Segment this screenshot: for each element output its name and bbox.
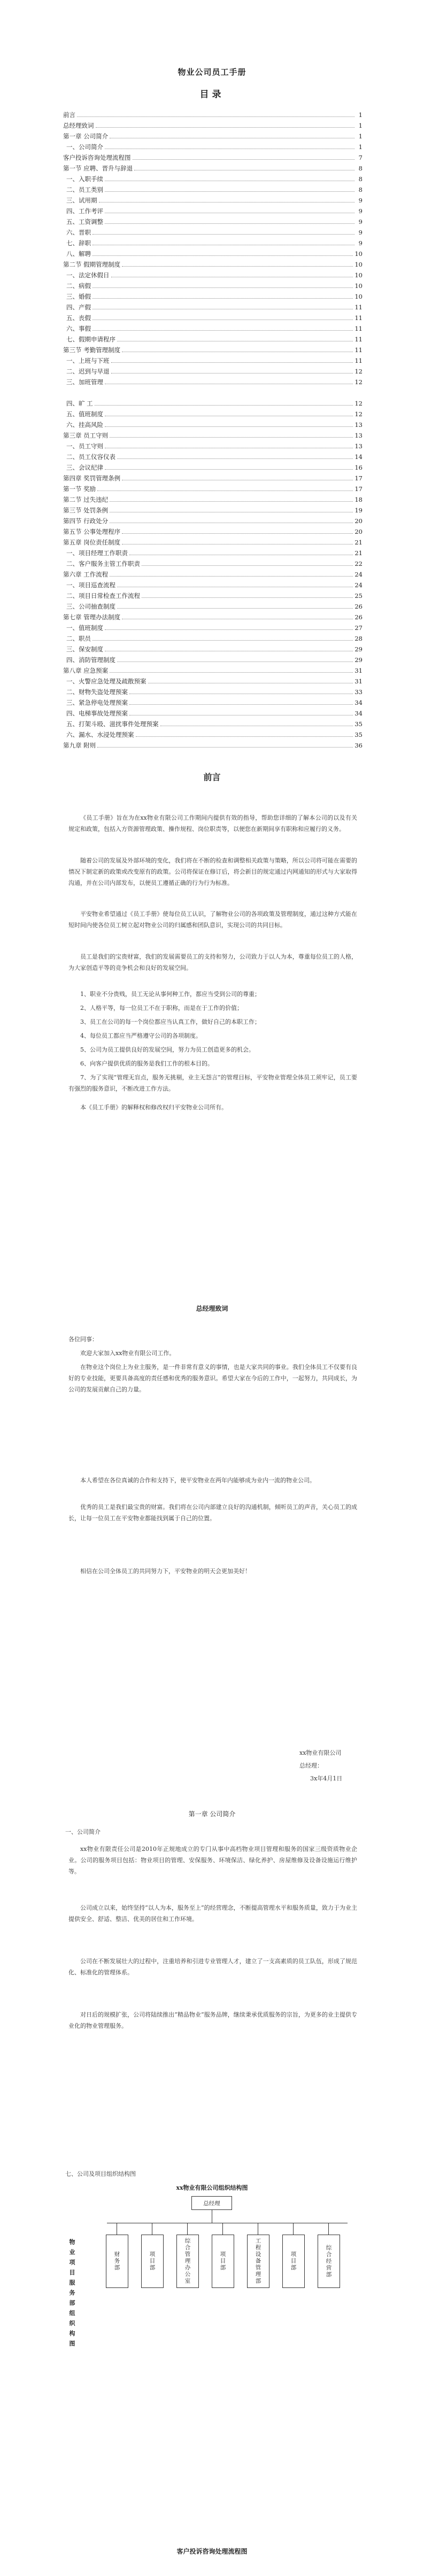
- toc-entry-page: 10: [354, 271, 363, 279]
- toc-entry[interactable]: [63, 343, 363, 354]
- toc-entry-page: 20: [354, 528, 363, 535]
- toc-entry-label: 第五节 公事处理程序: [63, 528, 121, 535]
- toc-entry[interactable]: [63, 535, 363, 546]
- toc-entry[interactable]: [63, 610, 363, 621]
- toc-entry-page: 34: [354, 710, 363, 717]
- toc-leader-dots: [97, 490, 353, 491]
- toc-entry[interactable]: [63, 290, 363, 300]
- toc-entry[interactable]: [63, 364, 363, 375]
- toc-entry-label: 五、丧假: [66, 314, 91, 322]
- toc-leader-dots: [92, 319, 353, 320]
- toc-leader-dots: [92, 287, 353, 288]
- toc-entry-page: 36: [354, 742, 363, 749]
- toc-leader-dots: [105, 191, 354, 192]
- toc-entry[interactable]: [63, 567, 363, 578]
- toc-entry[interactable]: [63, 706, 363, 717]
- toc-entry[interactable]: [63, 418, 363, 429]
- toc-entry[interactable]: [63, 696, 363, 706]
- toc-entry[interactable]: [63, 600, 363, 610]
- toc-entry-label: 二、迟到与早退: [66, 368, 110, 375]
- paragraph: 平安物业希望通过《员工手册》使每位员工认识，了解物业公司的各项政策及管理制度，通过这种方式能在短时间内使各位员工树立起对物业公司的归属感和团队意识，实现公司的共同目标。: [68, 910, 357, 929]
- toc-entry[interactable]: [63, 738, 363, 749]
- toc-entry-label: 第二节 过失违纪: [63, 496, 109, 503]
- toc-leader-dots: [110, 437, 353, 438]
- org-department-label: 项目部: [219, 2251, 226, 2271]
- toc-entry-label: 第三节 处罚条例: [63, 507, 109, 514]
- toc-entry-page: 24: [354, 571, 363, 578]
- paragraph: 员工是我们的宝贵财富，我们的发展需要员工的支持和努力，公司致力于以人为本，尊重每位员工的人格，为大家创造平等的竞争机会和良好的发展空间。: [68, 953, 357, 971]
- toc-entry[interactable]: [63, 503, 363, 514]
- toc-leader-dots: [129, 693, 353, 694]
- toc-entry[interactable]: [63, 728, 363, 738]
- paragraph: 在物业这个岗位上为业主服务，是一件非常有意义的事情，也是大家共同的事业。我们全体员工不仅要有良好的专业技能，更要具备高度的责任感和优秀的服务意识。希望大家在今后的工作中，一起努力，共同成长，为公司的发展贡献自己的力量。: [68, 1364, 357, 1393]
- toc-leader-dots: [133, 159, 355, 160]
- paragraph: 公司在不断发展壮大的过程中，注重培养和引进专业管理人才，建立了一支高素质的员工队伍，形成了规范化、标准化的管理体系。: [68, 1958, 357, 1976]
- toc-leader-dots: [92, 308, 353, 309]
- org-department-box: [318, 2235, 340, 2288]
- toc-entry-label: 一、项目巡查流程: [66, 581, 115, 589]
- toc-entry-page: 7: [358, 154, 363, 161]
- toc-entry[interactable]: [63, 172, 363, 183]
- toc-entry-page: 19: [354, 507, 363, 514]
- toc-entry-label: 第一节 应聘、晋升与辞退: [63, 165, 133, 172]
- toc-entry[interactable]: [63, 514, 363, 525]
- toc-title: 目录: [199, 89, 225, 100]
- paragraph: 2、人格平等，每一位员工不在于职称，而是在于工作的价值；: [80, 1005, 243, 1011]
- toc-entry-page: 28: [354, 635, 363, 642]
- toc-entry-page: 35: [354, 731, 363, 738]
- toc-leader-dots: [110, 672, 353, 673]
- paragraph: 本人希望在各位真诚的合作和支持下，使平安物业在两年内能够成为业内一流的物业公司。: [80, 1477, 315, 1484]
- toc-entry-label: 一、上班与下班: [66, 357, 110, 364]
- toc-leader-dots: [92, 298, 353, 299]
- toc-entry-label: 三、保安制度: [66, 645, 103, 653]
- toc-entry-label: 前言: [63, 111, 75, 119]
- toc-entry-label: 二、项目日常检查工作流程: [66, 592, 140, 600]
- toc-entry[interactable]: [63, 279, 363, 290]
- org-sub-heading: 七、公司及项目组织结构图: [65, 2170, 136, 2177]
- toc-entry-page: 9: [358, 229, 363, 236]
- toc-entry-page: 31: [354, 678, 363, 685]
- toc-leader-dots: [105, 650, 353, 651]
- paragraph: 随着公司的发展及外部环境的变化，我们将在不断的检查和调整相关政策与策略，所以公司将可能在需要的情况下制定新的政策或改变原有的政策。公司将保证在修订后，将会新目的规定通过内网通知的形式与大家取得沟通，并在公司内部发布，以便员工遵循正确的行为行为标准。: [68, 857, 357, 886]
- toc-entry[interactable]: [63, 664, 363, 674]
- toc-entry-page: 29: [354, 656, 363, 664]
- toc-entry-label: 六、晋职: [66, 229, 91, 236]
- toc-leader-dots: [110, 137, 354, 138]
- toc-entry[interactable]: [63, 215, 363, 225]
- toc-leader-dots: [92, 244, 354, 245]
- toc-entry-label: 二、员工类别: [66, 186, 103, 193]
- org-department-label: 综合管理办公室: [184, 2238, 191, 2285]
- toc-leader-dots: [110, 511, 353, 512]
- org-connector: [328, 2223, 329, 2235]
- org-connector: [222, 2223, 223, 2235]
- gm-speech-heading: 总经理致词: [196, 1305, 228, 1312]
- toc-leader-dots: [105, 223, 354, 224]
- toc-leader-dots: [134, 169, 354, 170]
- toc-leader-dots: [148, 682, 353, 683]
- toc-leader-dots: [105, 212, 354, 213]
- toc-entry-page: 11: [354, 357, 363, 364]
- toc-leader-dots: [117, 586, 353, 587]
- org-department-box: [106, 2235, 128, 2288]
- toc-leader-dots: [129, 704, 353, 705]
- toc-entry-page: 12: [354, 378, 363, 386]
- toc-entry[interactable]: [63, 183, 363, 193]
- toc-leader-dots: [111, 372, 353, 373]
- toc-leader-dots: [105, 383, 353, 384]
- toc-entry-label: 第一章 公司简介: [63, 133, 109, 140]
- toc-entry-page: 10: [354, 250, 363, 258]
- toc-leader-dots: [129, 714, 353, 715]
- paragraph: 6、向客户提供优质的服务是我们工作的根本目的。: [80, 1060, 213, 1067]
- toc-entry-label: 三、紧急停电处理预案: [66, 699, 128, 706]
- toc-entry[interactable]: [63, 396, 363, 407]
- toc-entry-label: 六、挂高风险: [66, 421, 103, 429]
- toc-entry-page: 26: [354, 603, 363, 610]
- toc-leader-dots: [105, 629, 353, 630]
- toc-entry[interactable]: [63, 140, 363, 151]
- toc-entry-label: 第六章 工作流程: [63, 571, 109, 578]
- toc-entry-label: 客户投诉咨询处理流程图: [63, 154, 131, 161]
- toc-entry[interactable]: [63, 674, 363, 685]
- toc-entry-page: 10: [354, 261, 363, 268]
- paragraph: 相信在公司全体员工的共同努力下，平安物业的明天会更加美好！: [80, 1568, 251, 1575]
- toc-leader-dots: [92, 255, 353, 256]
- toc-leader-dots: [110, 522, 353, 523]
- chapter1-heading: 第一章 公司简介: [188, 1810, 236, 1818]
- toc-entry[interactable]: [63, 482, 363, 493]
- toc-leader-dots: [129, 554, 353, 555]
- toc-entry[interactable]: [63, 332, 363, 343]
- toc-leader-dots: [142, 565, 353, 566]
- toc-leader-dots: [117, 340, 353, 341]
- toc-leader-dots: [122, 266, 353, 267]
- org-department-label: 综合经营部: [325, 2244, 332, 2278]
- toc-entry-page: 1: [358, 133, 363, 140]
- toc-entry-page: 18: [354, 496, 363, 503]
- toc-leader-dots: [92, 640, 353, 641]
- toc-leader-dots: [122, 618, 353, 619]
- toc-entry-page: 11: [354, 346, 363, 354]
- toc-entry-page: 9: [358, 197, 363, 204]
- toc-entry[interactable]: [63, 439, 363, 450]
- toc-entry-page: 12: [354, 368, 363, 375]
- toc-entry-page: 9: [358, 218, 363, 225]
- toc-leader-dots: [136, 736, 353, 737]
- toc-entry-label: 四、旷 工: [66, 400, 93, 407]
- toc-entry-label: 总经理致词: [63, 122, 94, 129]
- preface-heading: 前言: [203, 772, 221, 782]
- toc-entry-label: 八、解聘: [66, 250, 91, 258]
- org-connector: [187, 2223, 188, 2235]
- toc-entry-label: 五、值班制度: [66, 410, 103, 418]
- toc-entry-page: 24: [354, 581, 363, 589]
- toc-entry-label: 第三节 考勤管理制度: [63, 346, 121, 354]
- toc-entry[interactable]: [63, 247, 363, 258]
- toc-entry-page: 8: [358, 175, 363, 183]
- toc-entry[interactable]: [63, 429, 363, 439]
- toc-entry-label: 四、消防管理制度: [66, 656, 115, 664]
- toc-leader-dots: [122, 479, 353, 480]
- org-department-box: [176, 2235, 199, 2288]
- toc-entry[interactable]: [63, 557, 363, 567]
- org-connector: [293, 2223, 294, 2235]
- org-top-box: 总经理: [191, 2196, 232, 2210]
- toc-entry[interactable]: [63, 461, 363, 471]
- toc-entry-label: 五、工资调整: [66, 218, 103, 225]
- toc-entry-page: 29: [354, 645, 363, 653]
- toc-leader-dots: [142, 597, 353, 598]
- toc-entry-page: 31: [354, 667, 363, 674]
- paragraph: 5、公司为员工提供良好的发展空间，努力为员工创造更多的机会。: [80, 1046, 255, 1053]
- toc-entry[interactable]: [63, 258, 363, 268]
- toc-entry-label: 第八章 应急预案: [63, 667, 109, 674]
- paragraph: 7、为了实现“管理无盲点，服务无挑剔，业主无怨言”的管理目标，平安物业管理全体员工须牢记，员工要有强烈的服务意识，不断改进工作方法。: [68, 1074, 357, 1092]
- toc-entry-label: 第二节 假期管理制度: [63, 261, 121, 268]
- toc-entry-page: 1: [358, 111, 363, 119]
- toc-entry-label: 六、漏水、水浸处理预案: [66, 731, 134, 738]
- toc-entry-page: 17: [354, 485, 363, 493]
- toc-entry-page: 9: [358, 239, 363, 247]
- toc-entry[interactable]: [63, 193, 363, 204]
- toc-entry-page: 9: [358, 207, 363, 215]
- toc-entry-page: 21: [354, 539, 363, 546]
- toc-entry[interactable]: [63, 236, 363, 247]
- org-department-label: 项目部: [290, 2251, 297, 2271]
- paragraph: 3、员工在公司的每一个岗位都应当认真工作，做好自己的本职工作；: [80, 1018, 260, 1025]
- toc-entry-label: 第四章 奖罚管理条例: [63, 474, 121, 482]
- toc-entry[interactable]: [63, 632, 363, 642]
- toc-entry-page: 8: [358, 186, 363, 193]
- toc-leader-dots: [105, 180, 354, 181]
- toc-entry[interactable]: [63, 311, 363, 322]
- toc-entry-page: 17: [354, 474, 363, 482]
- org-department-label: 财务部: [113, 2251, 120, 2271]
- toc-entry-label: 二、客户服务主管工作职责: [66, 560, 140, 567]
- toc-entry-page: 8: [358, 165, 363, 172]
- toc-entry-page: 13: [354, 421, 363, 429]
- org-side-label: 物业项目服务部组织构图: [68, 2239, 75, 2351]
- org-department-box: [141, 2235, 164, 2288]
- toc-entry-page: 35: [354, 720, 363, 728]
- toc-entry-label: 三、加班管理: [66, 378, 103, 386]
- toc-entry-page: 34: [354, 699, 363, 706]
- toc-entry-label: 四、工作考评: [66, 207, 103, 215]
- toc-entry[interactable]: [63, 525, 363, 535]
- toc-entry-page: 27: [354, 624, 363, 632]
- toc-entry-label: 五、打架斗殴、滋扰事件处理预案: [66, 720, 159, 728]
- toc-entry-label: 第三章 员工守则: [63, 432, 109, 439]
- toc-entry-label: 四、电梯事故处理预案: [66, 710, 128, 717]
- toc-entry-page: 22: [354, 560, 363, 567]
- toc-entry[interactable]: [63, 151, 363, 161]
- toc-entry-label: 三、婚假: [66, 293, 91, 300]
- toc-entry[interactable]: [63, 129, 363, 140]
- sign-company: xx物业有限公司: [299, 1749, 342, 1756]
- toc-leader-dots: [105, 447, 353, 448]
- toc-entry-page: 14: [354, 453, 363, 461]
- toc-entry-page: 12: [354, 400, 363, 407]
- toc-entry-label: 一、法定休假日: [66, 271, 110, 279]
- toc-leader-dots: [117, 458, 353, 459]
- toc-entry[interactable]: [63, 375, 363, 386]
- toc-entry-page: 10: [354, 282, 363, 290]
- toc-entry[interactable]: [63, 642, 363, 653]
- toc-entry-label: 一、项目经理工作职责: [66, 549, 128, 557]
- toc-leader-dots: [111, 362, 353, 363]
- toc-entry[interactable]: [63, 300, 363, 311]
- toc-entry[interactable]: [63, 268, 363, 279]
- toc-leader-dots: [105, 415, 353, 416]
- toc-entry-label: 六、事假: [66, 325, 91, 332]
- toc-leader-dots: [111, 276, 353, 277]
- org-department-label: 项目部: [149, 2251, 156, 2271]
- toc-entry[interactable]: [63, 204, 363, 215]
- toc-leader-dots: [77, 116, 354, 117]
- toc-entry-label: 一、入职手续: [66, 175, 103, 183]
- toc-leader-dots: [122, 351, 353, 352]
- toc-entry-label: 一、火警应急处理及疏散预案: [66, 678, 147, 685]
- paragraph: 欢迎大家加入xx物业有限公司工作。: [80, 1350, 175, 1357]
- chapter1-sub: 一、公司简介: [65, 1828, 101, 1835]
- paragraph: 公司成立以来，始终坚持“以人为本，服务至上”的经营理念，不断提高管理水平和服务质量，致力于为业主提供安全、舒适、整洁、优美的居住和工作环境。: [68, 1904, 357, 1923]
- paragraph: 本《员工手册》的解释权和修改权归平安物业公司所有。: [80, 1104, 227, 1111]
- toc-leader-dots: [110, 501, 353, 502]
- toc-entry[interactable]: [63, 225, 363, 236]
- toc-leader-dots: [92, 330, 353, 331]
- org-chart-title: xx物业有限公司组织结构图: [176, 2184, 248, 2191]
- toc-leader-dots: [105, 148, 354, 149]
- toc-leader-dots: [105, 469, 353, 470]
- toc-entry-page: 11: [354, 325, 363, 332]
- toc-entry[interactable]: [63, 717, 363, 728]
- toc-entry-page: 16: [354, 464, 363, 471]
- table-of-contents: [63, 108, 363, 749]
- toc-entry-page: 33: [354, 688, 363, 696]
- toc-entry-label: 三、会议纪律: [66, 464, 103, 471]
- toc-entry-page: 11: [354, 314, 363, 322]
- toc-entry[interactable]: [63, 621, 363, 632]
- toc-leader-dots: [97, 746, 353, 748]
- toc-leader-dots: [105, 426, 353, 427]
- toc-entry-label: 第一节 奖励: [63, 485, 96, 493]
- toc-entry[interactable]: [63, 546, 363, 557]
- toc-entry-label: 二、员工仪容仪表: [66, 453, 115, 461]
- toc-entry[interactable]: [63, 450, 363, 461]
- toc-entry-page: 11: [354, 303, 363, 311]
- toc-entry-label: 三、公司抽查制度: [66, 603, 115, 610]
- toc-leader-dots: [96, 127, 355, 128]
- toc-entry[interactable]: [63, 322, 363, 332]
- toc-entry[interactable]: [63, 471, 363, 482]
- complaint-flow-title: 客户投诉咨询处理流程图: [176, 2548, 248, 2555]
- toc-entry[interactable]: [63, 161, 363, 172]
- paragraph: 1、职业不分贵贱，员工无论从事何种工作，都应当受到公司的尊重；: [80, 991, 260, 998]
- toc-entry[interactable]: [63, 578, 363, 589]
- toc-leader-dots: [117, 661, 353, 662]
- toc-entry-label: 二、职员: [66, 635, 91, 642]
- toc-entry-page: 11: [354, 336, 363, 343]
- toc-entry-page: 25: [354, 592, 363, 600]
- toc-entry-page: 10: [354, 293, 363, 300]
- paragraph: 4、每位员工都应当严格遵守公司的各项制度。: [80, 1032, 202, 1039]
- toc-entry-label: 一、员工守则: [66, 442, 103, 450]
- org-department-box: [247, 2235, 269, 2288]
- toc-entry-label: 第九章 附则: [63, 742, 96, 749]
- gm-greeting: 各位同事：: [68, 1336, 98, 1343]
- toc-leader-dots: [160, 725, 353, 726]
- toc-entry[interactable]: [63, 493, 363, 503]
- toc-entry-label: 第七章 管理办法制度: [63, 613, 121, 621]
- toc-entry-page: 21: [354, 549, 363, 557]
- toc-entry[interactable]: [63, 119, 363, 129]
- org-department-box: [212, 2235, 234, 2288]
- toc-entry-label: 七、辞职: [66, 239, 91, 247]
- toc-entry-page: 26: [354, 613, 363, 621]
- toc-entry[interactable]: [63, 407, 363, 418]
- toc-entry-page: 12: [354, 410, 363, 418]
- document-title: 物业公司员工手册: [178, 67, 246, 77]
- toc-entry-label: 一、公司简介: [66, 143, 103, 151]
- paragraph: xx物业有限责任公司是2010年正规地成立的专门从事中高档物业项目管理和服务的国家三级资质物业企业。公司的服务项目包括：物业项目的管理、安保服务、环境保洁、绿化养护、房屋维修及设备设施运行维护等。: [68, 1846, 357, 1875]
- toc-leader-dots: [117, 608, 353, 609]
- paragraph: 优秀的员工是我们最宝贵的财富。我们将在公司内部建立良好的沟通机制，倾听员工的声音，关心员工的成长，让每一位员工在平安物业都能找到属于自己的位置。: [68, 1504, 357, 1522]
- toc-entry-label: 第五章 岗位责任制度: [63, 539, 121, 546]
- org-department-box: [282, 2235, 305, 2288]
- toc-entry-page: 20: [354, 517, 363, 525]
- toc-leader-dots: [92, 234, 354, 235]
- sign-date: 3x年4月1日: [310, 1775, 343, 1782]
- toc-entry[interactable]: [63, 354, 363, 364]
- sign-title: 总经理：: [299, 1762, 323, 1769]
- toc-leader-dots: [95, 404, 353, 406]
- toc-entry-page: 13: [354, 432, 363, 439]
- toc-entry-page: 13: [354, 442, 363, 450]
- toc-leader-dots: [122, 543, 353, 544]
- toc-entry[interactable]: [63, 653, 363, 664]
- toc-leader-dots: [99, 201, 355, 203]
- paragraph: 对日后的规模扩张，公司将陆续推出“精品物业”服务品牌，继续秉承优质服务的宗旨，为更多的业主提供专业化的物业管理服务。: [68, 2011, 357, 2029]
- toc-entry-label: 二、财物失盗处理预案: [66, 688, 128, 696]
- org-department-label: 工程设备管理部: [255, 2238, 261, 2285]
- toc-entry[interactable]: [63, 589, 363, 600]
- toc-entry-label: 三、试用期: [66, 197, 97, 204]
- toc-entry[interactable]: [63, 108, 363, 119]
- toc-leader-dots: [122, 533, 353, 534]
- toc-entry-page: 1: [358, 122, 363, 129]
- toc-entry-label: 二、病假: [66, 282, 91, 290]
- toc-entry-page: 1: [358, 143, 363, 151]
- paragraph: 《员工手册》旨在为在xx物业有限公司工作期间内提供有效的指导，帮助您详细的了解本公司的以及有关规定和政策，包括入方资源管理政策、操作规程、岗位职责等，以便您在新期间享有职称和应履行的义务。: [68, 814, 357, 832]
- toc-leader-dots: [110, 575, 353, 577]
- toc-entry[interactable]: [63, 685, 363, 696]
- toc-entry-label: 四、产假: [66, 303, 91, 311]
- toc-entry-label: 七、假期申请程序: [66, 336, 115, 343]
- toc-entry-label: 第四节 行政处分: [63, 517, 109, 525]
- toc-entry-label: 一、值班制度: [66, 624, 103, 632]
